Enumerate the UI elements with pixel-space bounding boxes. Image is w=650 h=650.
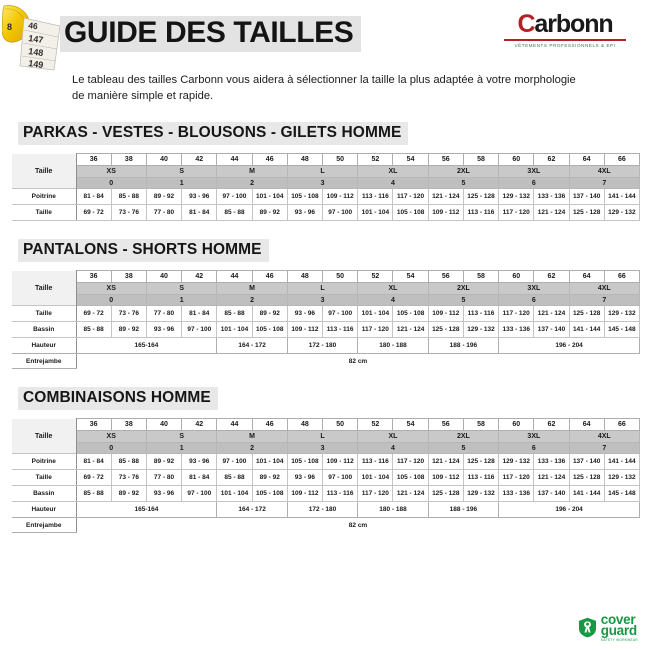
size-index-cell: 4 (358, 178, 428, 189)
row-label-bassin: Bassin (12, 322, 76, 338)
shield-icon (578, 617, 597, 638)
size-table-parkas (12, 153, 640, 221)
size-index-cell: 1 (146, 295, 216, 306)
bassin-value-cell: 105 - 108 (252, 322, 287, 338)
taille-value-cell: 113 - 116 (463, 470, 498, 486)
taille-value-cell: 129 - 132 (604, 470, 639, 486)
hauteur-value-cell: 196 - 204 (499, 502, 640, 518)
size-number-cell: 38 (111, 419, 146, 431)
page-title: GUIDE DES TAILLES (60, 16, 361, 52)
poitrine-value-cell: 125 - 128 (463, 189, 498, 205)
table-row (12, 178, 640, 189)
size-index-cell: 6 (499, 178, 569, 189)
page-header (0, 0, 650, 71)
bassin-value-cell: 113 - 116 (323, 322, 358, 338)
taille-value-cell: 109 - 112 (428, 205, 463, 221)
size-number-cell: 46 (252, 419, 287, 431)
poitrine-value-cell: 97 - 100 (217, 454, 252, 470)
entrejambe-value-cell: 82 cm (76, 518, 640, 533)
taille-value-cell: 105 - 108 (393, 470, 428, 486)
carbonn-rest: arbonn (534, 10, 613, 38)
size-group-cell: L (287, 431, 357, 443)
poitrine-value-cell: 109 - 112 (323, 189, 358, 205)
taille-value-cell: 97 - 100 (323, 205, 358, 221)
size-index-cell: 4 (358, 295, 428, 306)
bassin-value-cell: 89 - 92 (111, 486, 146, 502)
size-number-cell: 54 (393, 271, 428, 283)
poitrine-value-cell: 133 - 136 (534, 454, 569, 470)
poitrine-value-cell: 85 - 88 (111, 454, 146, 470)
size-number-cell: 56 (428, 154, 463, 166)
size-number-cell: 44 (217, 419, 252, 431)
taille-value-cell: 85 - 88 (217, 470, 252, 486)
bassin-value-cell: 97 - 100 (182, 486, 217, 502)
bassin-value-cell: 93 - 96 (146, 322, 181, 338)
taille-value-cell: 129 - 132 (604, 205, 639, 221)
taille-value-cell: 85 - 88 (217, 306, 252, 322)
size-number-cell: 36 (76, 271, 111, 283)
taille-value-cell: 125 - 128 (569, 205, 604, 221)
hauteur-value-cell: 165-164 (76, 502, 217, 518)
taille-value-cell: 97 - 100 (323, 470, 358, 486)
bassin-value-cell: 129 - 132 (463, 486, 498, 502)
size-tables-container (0, 122, 650, 533)
size-number-cell: 42 (182, 154, 217, 166)
size-number-cell: 64 (569, 154, 604, 166)
size-group-cell: S (146, 166, 216, 178)
taille-value-cell: 89 - 92 (252, 306, 287, 322)
row-label-hauteur: Hauteur (12, 338, 76, 354)
taille-value-cell: 93 - 96 (287, 205, 322, 221)
carbonn-logo (490, 12, 640, 48)
hauteur-value-cell: 180 - 188 (358, 502, 428, 518)
size-group-cell: XL (358, 166, 428, 178)
table-row (12, 322, 640, 338)
size-number-cell: 44 (217, 271, 252, 283)
hauteur-value-cell: 164 - 172 (217, 338, 287, 354)
size-group-cell: XS (76, 283, 146, 295)
taille-value-cell: 69 - 72 (76, 470, 111, 486)
taille-value-cell: 77 - 80 (146, 470, 181, 486)
table-row (12, 443, 640, 454)
taille-value-cell: 109 - 112 (428, 306, 463, 322)
taille-value-cell: 117 - 120 (499, 470, 534, 486)
size-number-cell: 42 (182, 419, 217, 431)
bassin-value-cell: 121 - 124 (393, 322, 428, 338)
table-row (12, 419, 640, 431)
poitrine-value-cell: 93 - 96 (182, 189, 217, 205)
size-index-cell: 7 (569, 178, 639, 189)
row-label-taille: Taille (12, 470, 76, 486)
size-number-cell: 52 (358, 419, 393, 431)
hauteur-value-cell: 180 - 188 (358, 338, 428, 354)
taille-value-cell: 97 - 100 (323, 306, 358, 322)
size-number-cell: 62 (534, 419, 569, 431)
size-number-cell: 64 (569, 419, 604, 431)
taille-value-cell: 101 - 104 (358, 306, 393, 322)
poitrine-value-cell: 137 - 140 (569, 189, 604, 205)
poitrine-value-cell: 89 - 92 (146, 454, 181, 470)
taille-value-cell: 117 - 120 (499, 306, 534, 322)
bassin-value-cell: 113 - 116 (323, 486, 358, 502)
size-number-cell: 58 (463, 271, 498, 283)
size-index-cell: 5 (428, 178, 498, 189)
taille-value-cell: 93 - 96 (287, 306, 322, 322)
bassin-value-cell: 133 - 136 (499, 486, 534, 502)
size-number-cell: 38 (111, 271, 146, 283)
cover-guard-word1: cover (600, 611, 636, 627)
poitrine-value-cell: 101 - 104 (252, 189, 287, 205)
taille-value-cell: 69 - 72 (76, 306, 111, 322)
size-number-cell: 58 (463, 154, 498, 166)
carbonn-wordmark (490, 12, 640, 37)
taille-value-cell: 105 - 108 (393, 306, 428, 322)
size-number-cell: 66 (604, 154, 639, 166)
size-number-cell: 42 (182, 271, 217, 283)
table-row (12, 166, 640, 178)
taille-value-cell: 85 - 88 (217, 205, 252, 221)
cover-guard-subtitle: SAFETY WORKWEAR (600, 637, 638, 642)
size-number-cell: 60 (499, 419, 534, 431)
size-group-cell: 2XL (428, 283, 498, 295)
poitrine-value-cell: 89 - 92 (146, 189, 181, 205)
poitrine-value-cell: 85 - 88 (111, 189, 146, 205)
table-row (12, 502, 640, 518)
size-group-cell: 3XL (499, 283, 569, 295)
size-number-cell: 52 (358, 271, 393, 283)
size-number-cell: 62 (534, 154, 569, 166)
size-number-cell: 46 (252, 154, 287, 166)
bassin-value-cell: 93 - 96 (146, 486, 181, 502)
section-title-pantalons: PANTALONS - SHORTS HOMME (18, 239, 269, 262)
poitrine-value-cell: 105 - 108 (287, 454, 322, 470)
row-label-bassin: Bassin (12, 486, 76, 502)
hauteur-value-cell: 196 - 204 (499, 338, 640, 354)
size-index-cell: 7 (569, 295, 639, 306)
size-number-cell: 50 (323, 271, 358, 283)
bassin-value-cell: 141 - 144 (569, 322, 604, 338)
bassin-value-cell: 109 - 112 (287, 486, 322, 502)
taille-value-cell: 121 - 124 (534, 470, 569, 486)
hauteur-value-cell: 165-164 (76, 338, 217, 354)
taille-value-cell: 109 - 112 (428, 470, 463, 486)
table-row (12, 283, 640, 295)
taille-value-cell: 117 - 120 (499, 205, 534, 221)
size-number-cell: 48 (287, 271, 322, 283)
table-row (12, 431, 640, 443)
size-number-cell: 60 (499, 271, 534, 283)
size-index-cell: 0 (76, 178, 146, 189)
size-index-cell: 6 (499, 295, 569, 306)
size-number-cell: 56 (428, 419, 463, 431)
size-number-cell: 64 (569, 271, 604, 283)
poitrine-value-cell: 129 - 132 (499, 454, 534, 470)
taille-value-cell: 101 - 104 (358, 205, 393, 221)
taille-value-cell: 89 - 92 (252, 205, 287, 221)
bassin-value-cell: 129 - 132 (463, 322, 498, 338)
svg-text:147: 147 (27, 33, 44, 46)
bassin-value-cell: 145 - 148 (604, 322, 639, 338)
taille-value-cell: 93 - 96 (287, 470, 322, 486)
row-label-hauteur: Hauteur (12, 502, 76, 518)
size-number-cell: 40 (146, 419, 181, 431)
poitrine-value-cell: 117 - 120 (393, 454, 428, 470)
size-group-cell: M (217, 431, 287, 443)
carbonn-initial: C (517, 10, 535, 38)
section-title-parkas: PARKAS - VESTES - BLOUSONS - GILETS HOMME (18, 122, 408, 145)
size-group-cell: 2XL (428, 166, 498, 178)
size-group-cell: 4XL (569, 283, 639, 295)
bassin-value-cell: 85 - 88 (76, 322, 111, 338)
carbonn-underline (504, 39, 626, 41)
hauteur-value-cell: 164 - 172 (217, 502, 287, 518)
poitrine-value-cell: 113 - 116 (358, 454, 393, 470)
taille-value-cell: 73 - 76 (111, 205, 146, 221)
bassin-value-cell: 117 - 120 (358, 486, 393, 502)
size-number-cell: 62 (534, 271, 569, 283)
size-index-cell: 0 (76, 443, 146, 454)
poitrine-value-cell: 81 - 84 (76, 189, 111, 205)
size-group-cell: 3XL (499, 431, 569, 443)
size-index-cell: 1 (146, 443, 216, 454)
row-label-taille: Taille (12, 205, 76, 221)
table-row (12, 306, 640, 322)
cover-guard-wordmark (601, 613, 638, 642)
bassin-value-cell: 85 - 88 (76, 486, 111, 502)
size-index-cell: 2 (217, 178, 287, 189)
svg-text:149: 149 (27, 58, 44, 71)
table-row (12, 295, 640, 306)
table-row (12, 154, 640, 166)
table-row (12, 518, 640, 533)
bassin-value-cell: 137 - 140 (534, 486, 569, 502)
bassin-value-cell: 97 - 100 (182, 322, 217, 338)
size-index-cell: 2 (217, 443, 287, 454)
cover-guard-logo (578, 613, 638, 642)
taille-value-cell: 73 - 76 (111, 470, 146, 486)
size-number-cell: 60 (499, 154, 534, 166)
poitrine-value-cell: 93 - 96 (182, 454, 217, 470)
size-index-cell: 5 (428, 443, 498, 454)
bassin-value-cell: 105 - 108 (252, 486, 287, 502)
size-number-cell: 44 (217, 154, 252, 166)
size-number-cell: 66 (604, 271, 639, 283)
size-table-combinaisons (12, 418, 640, 533)
intro-paragraph: Le tableau des tailles Carbonn vous aidera à sélectionner la taille la plus adaptée à votre morphologie de manière simple et rapide. (72, 74, 576, 103)
size-number-cell: 46 (252, 271, 287, 283)
taille-value-cell: 105 - 108 (393, 205, 428, 221)
table-row (12, 338, 640, 354)
taille-value-cell: 89 - 92 (252, 470, 287, 486)
size-number-cell: 36 (76, 419, 111, 431)
size-number-cell: 52 (358, 154, 393, 166)
size-group-cell: S (146, 431, 216, 443)
size-number-cell: 38 (111, 154, 146, 166)
table-row (12, 470, 640, 486)
size-index-cell: 2 (217, 295, 287, 306)
hauteur-value-cell: 188 - 196 (428, 502, 498, 518)
size-number-cell: 66 (604, 419, 639, 431)
size-index-cell: 5 (428, 295, 498, 306)
taille-value-cell: 129 - 132 (604, 306, 639, 322)
bassin-value-cell: 117 - 120 (358, 322, 393, 338)
taille-value-cell: 69 - 72 (76, 205, 111, 221)
poitrine-value-cell: 121 - 124 (428, 189, 463, 205)
size-group-cell: M (217, 166, 287, 178)
taille-value-cell: 113 - 116 (463, 205, 498, 221)
poitrine-value-cell: 101 - 104 (252, 454, 287, 470)
svg-text:8: 8 (7, 22, 13, 32)
size-number-cell: 48 (287, 154, 322, 166)
poitrine-value-cell: 137 - 140 (569, 454, 604, 470)
row-label-taille: Taille (12, 419, 76, 454)
poitrine-value-cell: 117 - 120 (393, 189, 428, 205)
table-row (12, 354, 640, 369)
section-parkas (0, 122, 650, 221)
poitrine-value-cell: 125 - 128 (463, 454, 498, 470)
entrejambe-value-cell: 82 cm (76, 354, 640, 369)
taille-value-cell: 125 - 128 (569, 470, 604, 486)
size-group-cell: S (146, 283, 216, 295)
taille-value-cell: 81 - 84 (182, 205, 217, 221)
size-index-cell: 4 (358, 443, 428, 454)
size-table-pantalons (12, 270, 640, 369)
taille-value-cell: 77 - 80 (146, 306, 181, 322)
size-index-cell: 1 (146, 178, 216, 189)
taille-value-cell: 77 - 80 (146, 205, 181, 221)
section-pantalons (0, 239, 650, 369)
taille-value-cell: 121 - 124 (534, 205, 569, 221)
size-number-cell: 36 (76, 154, 111, 166)
carbonn-tagline: VÊTEMENTS PROFESSIONNELS & EPI (514, 43, 616, 48)
size-group-cell: 4XL (569, 431, 639, 443)
row-label-entrejambe: Entrejambe (12, 518, 76, 533)
bassin-value-cell: 121 - 124 (393, 486, 428, 502)
table-row (12, 454, 640, 470)
poitrine-value-cell: 141 - 144 (604, 189, 639, 205)
taille-value-cell: 121 - 124 (534, 306, 569, 322)
poitrine-value-cell: 113 - 116 (358, 189, 393, 205)
section-title-combinaisons: COMBINAISONS HOMME (18, 387, 218, 410)
poitrine-value-cell: 97 - 100 (217, 189, 252, 205)
size-group-cell: XS (76, 431, 146, 443)
poitrine-value-cell: 129 - 132 (499, 189, 534, 205)
size-number-cell: 56 (428, 271, 463, 283)
size-number-cell: 50 (323, 154, 358, 166)
table-row (12, 205, 640, 221)
taille-value-cell: 81 - 84 (182, 306, 217, 322)
cover-guard-word2: guard (600, 623, 637, 639)
size-index-cell: 0 (76, 295, 146, 306)
row-label-poitrine: Poitrine (12, 454, 76, 470)
svg-text:148: 148 (27, 46, 44, 59)
table-row (12, 486, 640, 502)
size-index-cell: 3 (287, 443, 357, 454)
row-label-taille: Taille (12, 306, 76, 322)
svg-text:46: 46 (27, 20, 39, 32)
bassin-value-cell: 125 - 128 (428, 322, 463, 338)
size-group-cell: XS (76, 166, 146, 178)
size-number-cell: 40 (146, 154, 181, 166)
row-label-poitrine: Poitrine (12, 189, 76, 205)
row-label-taille: Taille (12, 154, 76, 189)
taille-value-cell: 125 - 128 (569, 306, 604, 322)
poitrine-value-cell: 141 - 144 (604, 454, 639, 470)
hauteur-value-cell: 172 - 180 (287, 338, 357, 354)
size-index-cell: 3 (287, 178, 357, 189)
bassin-value-cell: 89 - 92 (111, 322, 146, 338)
size-index-cell: 3 (287, 295, 357, 306)
poitrine-value-cell: 109 - 112 (323, 454, 358, 470)
row-label-entrejambe: Entrejambe (12, 354, 76, 369)
size-group-cell: 2XL (428, 431, 498, 443)
bassin-value-cell: 109 - 112 (287, 322, 322, 338)
size-number-cell: 54 (393, 419, 428, 431)
poitrine-value-cell: 105 - 108 (287, 189, 322, 205)
size-group-cell: L (287, 166, 357, 178)
bassin-value-cell: 101 - 104 (217, 486, 252, 502)
hauteur-value-cell: 188 - 196 (428, 338, 498, 354)
size-number-cell: 58 (463, 419, 498, 431)
bassin-value-cell: 141 - 144 (569, 486, 604, 502)
section-combinaisons (0, 387, 650, 533)
size-group-cell: 4XL (569, 166, 639, 178)
bassin-value-cell: 133 - 136 (499, 322, 534, 338)
taille-value-cell: 113 - 116 (463, 306, 498, 322)
page-title-container (60, 16, 361, 52)
size-number-cell: 48 (287, 419, 322, 431)
row-label-taille: Taille (12, 271, 76, 306)
size-number-cell: 54 (393, 154, 428, 166)
measuring-tape-graphic (2, 4, 64, 80)
hauteur-value-cell: 172 - 180 (287, 502, 357, 518)
size-group-cell: 3XL (499, 166, 569, 178)
size-group-cell: XL (358, 431, 428, 443)
bassin-value-cell: 137 - 140 (534, 322, 569, 338)
taille-value-cell: 73 - 76 (111, 306, 146, 322)
poitrine-value-cell: 133 - 136 (534, 189, 569, 205)
taille-value-cell: 101 - 104 (358, 470, 393, 486)
size-index-cell: 7 (569, 443, 639, 454)
size-group-cell: M (217, 283, 287, 295)
bassin-value-cell: 125 - 128 (428, 486, 463, 502)
poitrine-value-cell: 81 - 84 (76, 454, 111, 470)
table-row (12, 189, 640, 205)
bassin-value-cell: 145 - 148 (604, 486, 639, 502)
size-group-cell: L (287, 283, 357, 295)
table-row (12, 271, 640, 283)
bassin-value-cell: 101 - 104 (217, 322, 252, 338)
size-number-cell: 50 (323, 419, 358, 431)
poitrine-value-cell: 121 - 124 (428, 454, 463, 470)
taille-value-cell: 81 - 84 (182, 470, 217, 486)
size-index-cell: 6 (499, 443, 569, 454)
size-number-cell: 40 (146, 271, 181, 283)
size-group-cell: XL (358, 283, 428, 295)
